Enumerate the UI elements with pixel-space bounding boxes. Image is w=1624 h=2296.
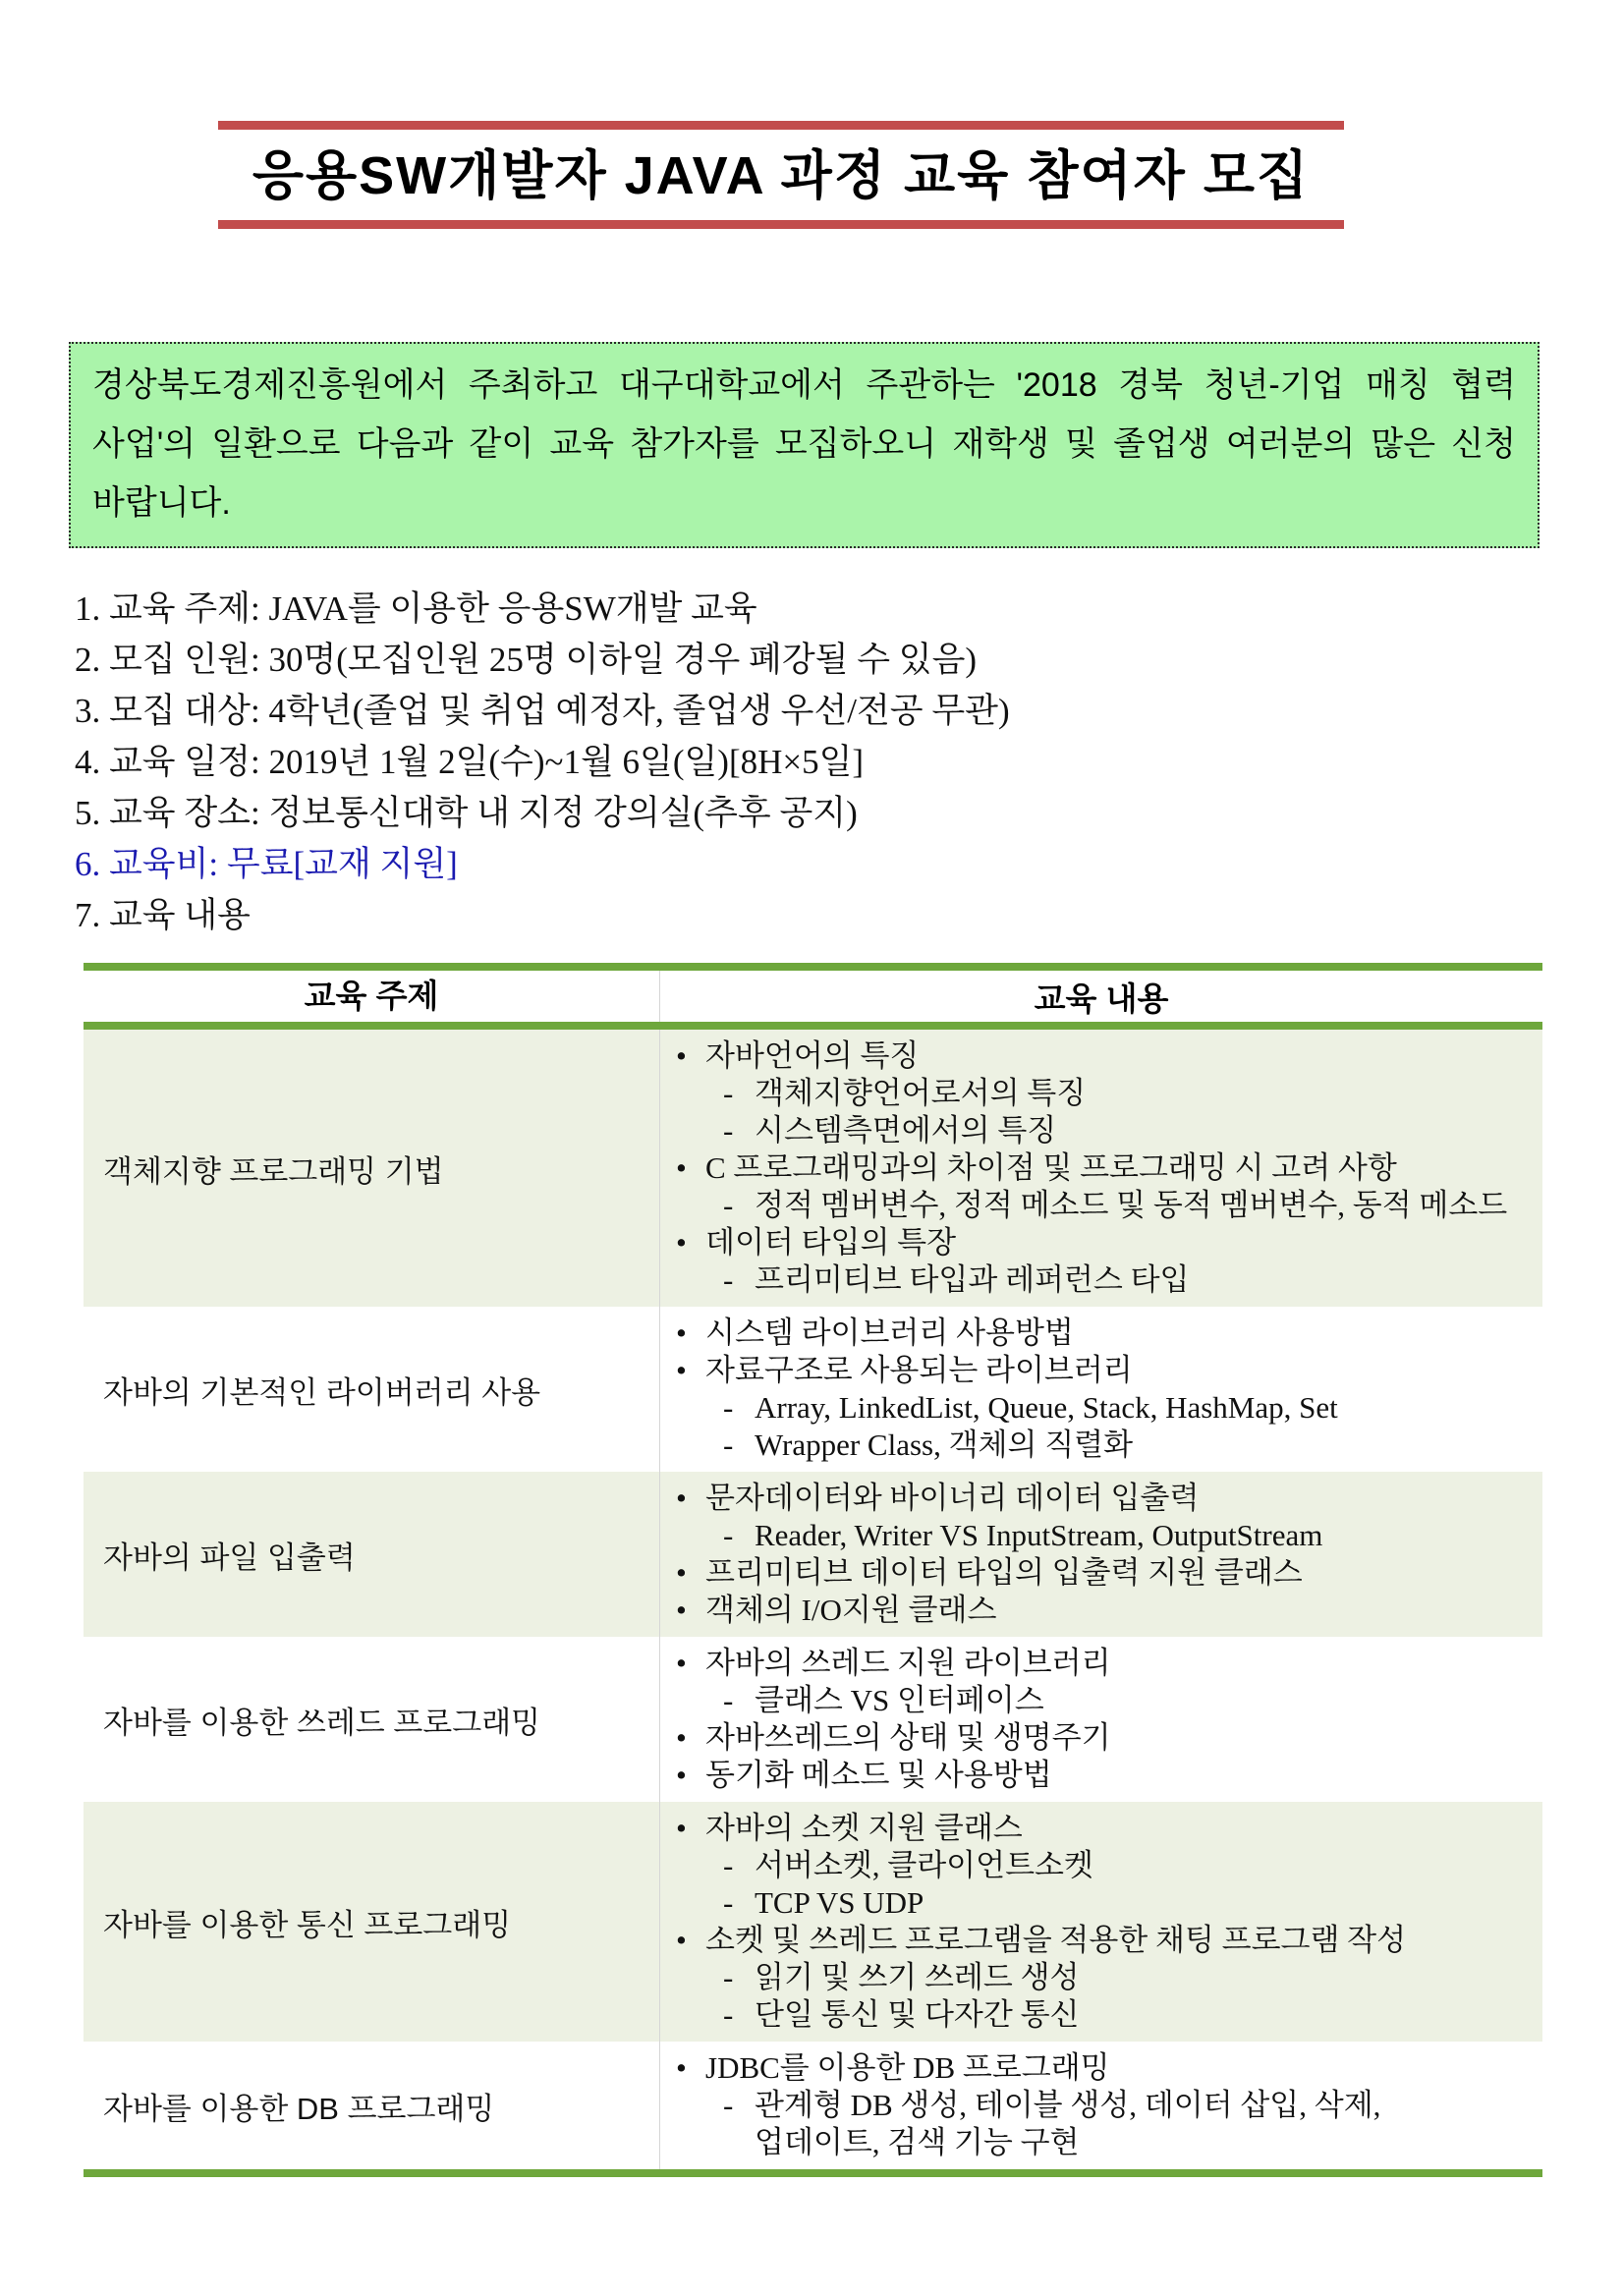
content-line-cont: 업데이트, 검색 기능 구현 bbox=[755, 2125, 1080, 2159]
table-bottom-rule bbox=[84, 2169, 1542, 2177]
course-topic-cell bbox=[84, 1472, 660, 1637]
title-top-rule bbox=[218, 121, 1344, 130]
info-list bbox=[75, 584, 1548, 941]
content-line-bullet: • 자바의 소켓 지원 클래스 bbox=[660, 1810, 1535, 1847]
info-list-item: 1. 교육 주제: JAVA를 이용한 응용SW개발 교육 bbox=[75, 589, 757, 628]
course-content-cell bbox=[660, 1307, 1542, 1472]
table-row bbox=[84, 1472, 1542, 1637]
course-topic-cell bbox=[84, 1307, 660, 1472]
content-line-dash: - 정적 멤버변수, 정적 메소드 및 동적 멤버변수, 동적 메소드 bbox=[660, 1187, 1535, 1224]
notice-text: 경상북도경제진흥원에서 주최하고 대구대학교에서 주관하는 '2018 경북 청년-기업 매칭 협력 사업'의 일환으로 다음과 같이 교육 참가자를 모집하오니 재학생 및 졸업생 여러분의 많은 신청 바랍니다. bbox=[92, 366, 1516, 522]
table-row bbox=[84, 1802, 1542, 2042]
course-topic-label: 자바를 이용한 쓰레드 프로그래밍 bbox=[103, 1705, 541, 1740]
title-block bbox=[218, 121, 1344, 229]
info-list-item: 7. 교육 내용 bbox=[75, 896, 251, 934]
course-content-cell bbox=[660, 2042, 1542, 2169]
content-line-bullet: • 프리미티브 데이터 타입의 입출력 지원 클래스 bbox=[660, 1554, 1535, 1592]
course-content-cell bbox=[660, 1472, 1542, 1637]
course-content-cell bbox=[660, 1802, 1542, 2042]
table-top-rule bbox=[84, 963, 1542, 971]
content-line-bullet: • 문자데이터와 바이너리 데이터 입출력 bbox=[660, 1480, 1535, 1517]
content-line-dash: - 단일 통신 및 다자간 통신 bbox=[660, 1996, 1535, 2034]
content-line-dash: - 시스템측면에서의 특징 bbox=[660, 1112, 1535, 1149]
table-row bbox=[84, 1307, 1542, 1472]
title-bottom-rule bbox=[218, 220, 1344, 229]
table-header-rule bbox=[84, 1022, 1542, 1030]
course-topic-cell bbox=[84, 1802, 660, 2042]
info-list-item: 3. 모집 대상: 4학년(졸업 및 취업 예정자, 졸업생 우선/전공 무관) bbox=[75, 692, 1010, 730]
column-header-topic: 교육 주제 bbox=[84, 971, 660, 1022]
column-header-content: 교육 내용 bbox=[1034, 980, 1169, 1017]
info-list-item: 2. 모집 인원: 30명(모집인원 25명 이하일 경우 폐강될 수 있음) bbox=[75, 641, 978, 679]
content-line-dash: - Array, LinkedList, Queue, Stack, HashMap, Set bbox=[660, 1389, 1535, 1427]
course-topic-label: 자바를 이용한 DB 프로그래밍 bbox=[103, 2091, 495, 2126]
notice-box bbox=[69, 342, 1540, 548]
course-content-cell bbox=[660, 1637, 1542, 1802]
content-line-dash: - 객체지향언어로서의 특징 bbox=[660, 1075, 1535, 1112]
table-row bbox=[84, 2042, 1542, 2169]
content-line-dash: - 서버소켓, 클라이언트소켓 bbox=[660, 1847, 1535, 1884]
page-title: 응용SW개발자 JAVA 과정 교육 참여자 모집 bbox=[252, 146, 1311, 205]
course-topic-label: 자바의 기본적인 라이버러리 사용 bbox=[103, 1374, 541, 1410]
content-line-bullet: • 시스템 라이브러리 사용방법 bbox=[660, 1315, 1535, 1352]
content-line-dash: - TCP VS UDP bbox=[660, 1884, 1535, 1922]
course-topic-cell bbox=[84, 1030, 660, 1307]
content-line-bullet: • 동기화 메소드 및 사용방법 bbox=[660, 1757, 1535, 1794]
content-line-bullet: • 자바의 쓰레드 지원 라이브러리 bbox=[660, 1645, 1535, 1682]
content-line-dash: - 읽기 및 쓰기 쓰레드 생성 bbox=[660, 1959, 1535, 1996]
content-line-bullet: • 자료구조로 사용되는 라이브러리 bbox=[660, 1352, 1535, 1389]
info-list-item: 5. 교육 장소: 정보통신대학 내 지정 강의실(추후 공지) bbox=[75, 794, 858, 832]
table-row bbox=[84, 1637, 1542, 1802]
info-list-item: 4. 교육 일정: 2019년 1월 2일(수)~1월 6일(일)[8H×5일] bbox=[75, 743, 865, 781]
table-header-row bbox=[84, 971, 1542, 1022]
content-line-dash: - 클래스 VS 인터페이스 bbox=[660, 1682, 1535, 1719]
content-line-bullet: • 데이터 타입의 특장 bbox=[660, 1224, 1535, 1261]
content-line-bullet: • 객체의 I/O지원 클래스 bbox=[660, 1592, 1535, 1629]
content-line-dash: - Reader, Writer VS InputStream, OutputStream bbox=[660, 1517, 1535, 1554]
content-line-bullet: • JDBC를 이용한 DB 프로그래밍 bbox=[660, 2049, 1535, 2087]
content-line-bullet: • C 프로그래밍과의 차이점 및 프로그래밍 시 고려 사항 bbox=[660, 1149, 1535, 1187]
content-line-bullet: • 자바언어의 특징 bbox=[660, 1037, 1535, 1075]
course-topic-label: 자바의 파일 입출력 bbox=[103, 1540, 356, 1575]
table-body bbox=[84, 1030, 1542, 2169]
info-list-item: 6. 교육비: 무료[교재 지원] bbox=[75, 845, 458, 883]
course-topic-cell bbox=[84, 2042, 660, 2169]
content-line-bullet: • 자바쓰레드의 상태 및 생명주기 bbox=[660, 1719, 1535, 1757]
content-line-dash: - 프리미티브 타입과 레퍼런스 타입 bbox=[660, 1261, 1535, 1299]
content-line-dash: - Wrapper Class, 객체의 직렬화 bbox=[660, 1427, 1535, 1464]
course-topic-label: 자바를 이용한 통신 프로그래밍 bbox=[103, 1907, 512, 1942]
table-row bbox=[84, 1030, 1542, 1307]
content-line-bullet: • 소켓 및 쓰레드 프로그램을 적용한 채팅 프로그램 작성 bbox=[660, 1922, 1535, 1959]
course-topic-cell bbox=[84, 1637, 660, 1802]
course-topic-label: 객체지향 프로그래밍 기법 bbox=[103, 1153, 444, 1189]
course-content-cell bbox=[660, 1030, 1542, 1307]
course-table bbox=[84, 963, 1542, 2177]
content-line-dash: - 관계형 DB 생성, 테이블 생성, 데이터 삽입, 삭제, bbox=[660, 2087, 1535, 2124]
